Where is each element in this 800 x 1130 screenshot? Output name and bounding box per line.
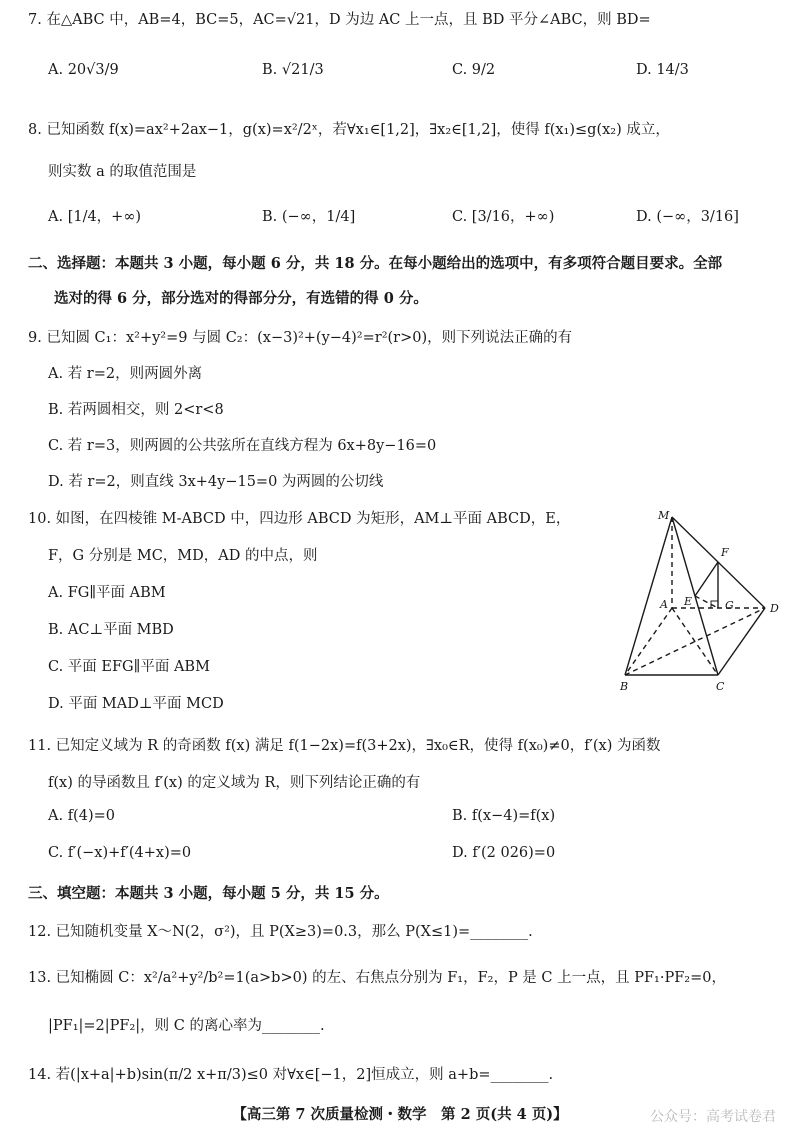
q12-stem: 12. 已知随机变量 X～N(2，σ²)，且 P(X≥3)=0.3，那么 P(X≤1)=________. — [28, 924, 533, 940]
q11-option-b: B. f(x−4)=f(x) — [452, 808, 556, 824]
q11-stem-line1: 11. 已知定义域为 R 的奇函数 f(x) 满足 f(1−2x)=f(3+2x)，∃x₀∈R，使得 f(x₀)≠0，f′(x) 为函数 — [28, 738, 661, 754]
label-g: G — [725, 599, 734, 612]
q13-line2: |PF₁|=2|PF₂|，则 C 的离心率为________. — [48, 1018, 325, 1034]
q11-option-c: C. f′(−x)+f′(4+x)=0 — [48, 845, 192, 861]
q14-stem: 14. 若(|x+a|+b)sin(π/2 x+π/3)≤0 对∀x∈[−1，2]恒成立，则 a+b=________. — [28, 1067, 554, 1083]
page-footer: 【高三第 7 次质量检测・数学 第 2 页(共 4 页)】 — [232, 1106, 568, 1123]
q10-stem-line2: F，G 分别是 MC，MD，AD 的中点，则 — [48, 548, 318, 564]
q9-option-b: B. 若两圆相交，则 2<r<8 — [48, 402, 224, 418]
edge-mb — [625, 517, 672, 675]
label-m: M — [658, 509, 670, 522]
q10-option-d: D. 平面 MAD⊥平面 MCD — [48, 696, 224, 712]
q10-stem-line1: 10. 如图，在四棱锥 M-ABCD 中，四边形 ABCD 为矩形，AM⊥平面 ABCD，E， — [28, 511, 571, 527]
q8-option-b: B. (−∞，1/4] — [262, 209, 356, 225]
q13-line1: 13. 已知椭圆 C：x²/a²+y²/b²=1(a>b>0) 的左、右焦点分别为 F₁，F₂，P 是 C 上一点，且 PF₁·PF₂=0， — [28, 970, 726, 986]
q7-option-b: B. √21/3 — [262, 62, 324, 78]
q10-option-c: C. 平面 EFG∥平面 ABM — [48, 659, 210, 675]
label-b: B — [620, 680, 629, 693]
label-c: C — [716, 680, 725, 693]
q10-option-a: A. FG∥平面 ABM — [48, 585, 166, 601]
q9-option-d: D. 若 r=2，则直线 3x+4y−15=0 为两圆的公切线 — [48, 474, 384, 490]
q9-option-a: A. 若 r=2，则两圆外离 — [48, 366, 203, 382]
label-f: F — [721, 546, 729, 559]
q11-stem-line2: f(x) 的导函数且 f′(x) 的定义域为 R，则下列结论正确的有 — [48, 775, 421, 791]
q10-option-b: B. AC⊥平面 MBD — [48, 622, 174, 638]
q8-option-c: C. [3/16，+∞) — [452, 209, 555, 225]
q11-option-a: A. f(4)=0 — [48, 808, 115, 824]
label-e: E — [684, 595, 693, 608]
q8-option-a: A. [1/4，+∞) — [48, 209, 142, 225]
section2-heading-line1: 二、选择题：本题共 3 小题，每小题 6 分，共 18 分。在每小题给出的选项中，有多项符合题目要求。全部 — [28, 255, 723, 272]
q7-option-a: A. 20√3/9 — [48, 62, 119, 78]
q9-option-c: C. 若 r=3，则两圆的公共弦所在直线方程为 6x+8y−16=0 — [48, 438, 437, 454]
q8-stem-line1: 8. 已知函数 f(x)=ax²+2ax−1，g(x)=x²/2ˣ，若∀x₁∈[1,2]，∃x₂∈[1,2]，使得 f(x₁)≤g(x₂) 成立， — [28, 122, 670, 138]
q8-option-d: D. (−∞，3/16] — [636, 209, 739, 225]
segment-ef — [695, 562, 718, 596]
q7-option-d: D. 14/3 — [636, 62, 689, 78]
label-d: D — [770, 602, 779, 615]
q11-option-d: D. f′(2 026)=0 — [452, 845, 556, 861]
edge-cd — [718, 608, 765, 675]
section2-heading-line2: 选对的得 6 分，部分选对的得部分分，有选错的得 0 分。 — [54, 290, 428, 307]
q9-stem: 9. 已知圆 C₁：x²+y²=9 与圆 C₂：(x−3)²+(y−4)²=r²(r>0)，则下列说法正确的有 — [28, 330, 573, 346]
pyramid-figure — [600, 505, 800, 695]
watermark: 公众号：高考试卷君 — [650, 1109, 776, 1125]
diagonal-ac — [672, 608, 718, 675]
q7-stem: 7. 在△ABC 中，AB=4，BC=5，AC=√21，D 为边 AC 上一点，且 BD 平分∠ABC，则 BD= — [28, 12, 651, 28]
q8-stem-line2: 则实数 a 的取值范围是 — [48, 164, 197, 180]
section3-heading: 三、填空题：本题共 3 小题，每小题 5 分，共 15 分。 — [28, 885, 389, 902]
label-a: A — [660, 598, 668, 611]
q7-option-c: C. 9/2 — [452, 62, 496, 78]
edge-ab — [625, 608, 672, 675]
